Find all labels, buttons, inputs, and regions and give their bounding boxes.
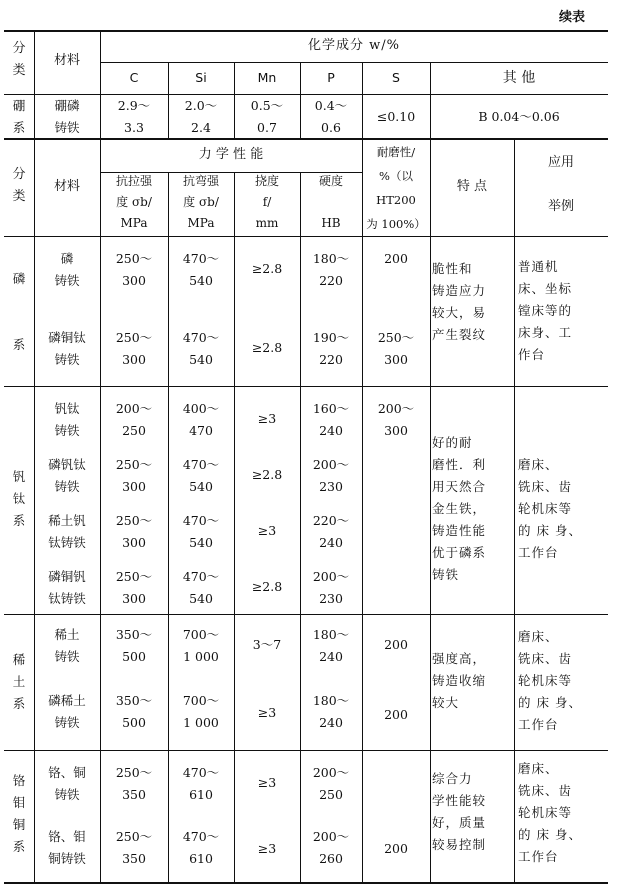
wear-header: 耐磨性/ %（以 HT200 为 100%） xyxy=(366,145,426,231)
chem-material-header: 材料 xyxy=(53,53,80,68)
chem-row-material: 硼磷 铸铁 xyxy=(54,98,80,135)
chem-row-category: 硼 系 xyxy=(12,98,26,135)
row-material: 铬、钼 铜铸铁 xyxy=(48,829,86,866)
element-other: 其 他 xyxy=(502,70,536,86)
rule-prop-header xyxy=(4,236,608,237)
row-deflection: ≥3 xyxy=(257,775,277,790)
row-deflection: ≥3 xyxy=(257,841,277,856)
row-bending: 470～ 540 xyxy=(182,513,220,550)
row-bending: 470～ 540 xyxy=(182,251,220,288)
row-hardness: 200～ 250 xyxy=(312,765,350,802)
row-hardness: 180～ 240 xyxy=(312,693,350,730)
group-features: 好的耐 磨性．利 用天然合 金生铁， 铸造性能 优于磷系 铸铁 xyxy=(432,435,487,582)
row-material: 铬、铜 铸铁 xyxy=(48,765,86,802)
cast-iron-table xyxy=(4,30,608,884)
application-header: 应用 举例 xyxy=(547,155,574,214)
group-application: 普通机 床、坐标 镗床等的 床身、工 作台 xyxy=(518,259,573,362)
row-deflection: ≥2.8 xyxy=(251,340,283,355)
row-tensile: 250～ 300 xyxy=(115,457,153,494)
chem-row-si: 2.0～ 2.4 xyxy=(184,98,218,135)
row-hardness: 190～ 220 xyxy=(312,330,350,367)
rule-v xyxy=(514,138,515,882)
group-category: 铬 钼 铜 系 xyxy=(12,773,26,854)
row-material: 磷稀土 铸铁 xyxy=(48,693,86,730)
row-hardness: 180～ 220 xyxy=(312,251,350,288)
chem-row-other: B 0.04～0.06 xyxy=(478,109,560,124)
chem-row-s: ≤0.10 xyxy=(376,109,416,124)
row-material: 磷 铸铁 xyxy=(54,251,80,288)
deflection-header: 挠度 f/ mm xyxy=(254,174,279,230)
row-material: 稀土 铸铁 xyxy=(54,627,80,664)
row-tensile: 350～ 500 xyxy=(115,627,153,664)
row-hardness: 220～ 240 xyxy=(312,513,350,550)
row-material: 磷铜钛 铸铁 xyxy=(48,330,86,367)
group-features: 强度高， 铸造收缩 较大 xyxy=(432,651,487,710)
element-s: S xyxy=(392,70,400,85)
row-deflection: ≥2.8 xyxy=(251,467,283,482)
row-deflection: ≥2.8 xyxy=(251,579,283,594)
row-tensile: 250～ 350 xyxy=(115,829,153,866)
row-deflection: ≥2.8 xyxy=(251,261,283,276)
group-category: 稀 土 系 xyxy=(12,652,26,711)
row-bending: 470～ 540 xyxy=(182,569,220,606)
rule-group-2 xyxy=(4,614,608,615)
row-tensile: 350～ 500 xyxy=(115,693,153,730)
group-application: 磨床、 铣床、齿 轮机床等 的 床 身、 工作台 xyxy=(518,761,582,864)
rule-v xyxy=(430,138,431,882)
element-si: Si xyxy=(195,70,207,85)
row-hardness: 180～ 240 xyxy=(312,627,350,664)
rule-top xyxy=(4,30,608,32)
row-bending: 700～ 1 000 xyxy=(182,627,220,664)
tensile-header: 抗拉强 度 σb/ MPa xyxy=(115,174,152,230)
row-deflection: ≥3 xyxy=(257,411,277,426)
row-bending: 470～ 610 xyxy=(182,765,220,802)
row-hardness: 200～ 230 xyxy=(312,457,350,494)
group-application: 磨床、 铣床、齿 轮机床等 的 床 身、 工作台 xyxy=(518,457,582,560)
chem-group-header: 化学成分 w/% xyxy=(308,38,400,53)
row-bending: 470～ 610 xyxy=(182,829,220,866)
group-category: 钒 钛 系 xyxy=(12,469,26,528)
row-deflection: ≥3 xyxy=(257,523,277,538)
continued-label: 续表 xyxy=(558,10,585,25)
bending-header: 抗弯强 度 σb/ MPa xyxy=(182,174,219,230)
row-wear: 200～ 300 xyxy=(377,401,415,438)
row-deflection: 3～7 xyxy=(252,637,282,652)
row-tensile: 250～ 350 xyxy=(115,765,153,802)
rule-group-1 xyxy=(4,386,608,387)
element-c: C xyxy=(129,70,139,85)
row-wear: 200 xyxy=(384,637,408,652)
row-tensile: 250～ 300 xyxy=(115,330,153,367)
row-wear: 200 xyxy=(384,251,408,266)
row-wear: 250～ 300 xyxy=(377,330,415,367)
row-tensile: 250～ 300 xyxy=(115,251,153,288)
chem-category-header: 分 类 xyxy=(12,41,26,78)
row-material: 磷铜钒 钛铸铁 xyxy=(48,569,86,606)
hardness-header: 硬度 HB xyxy=(318,174,343,230)
row-material: 钒钛 铸铁 xyxy=(54,401,80,438)
group-application: 磨床、 铣床、齿 轮机床等 的 床 身、 工作台 xyxy=(518,629,582,732)
row-bending: 470～ 540 xyxy=(182,330,220,367)
row-tensile: 200～ 250 xyxy=(115,401,153,438)
prop-group-header: 力 学 性 能 xyxy=(198,147,264,162)
row-hardness: 160～ 240 xyxy=(312,401,350,438)
rule-chem-sub xyxy=(100,62,608,63)
features-header: 特 点 xyxy=(456,179,488,194)
prop-category-header: 分 类 xyxy=(12,167,26,204)
row-wear: 200 xyxy=(384,841,408,856)
element-p: P xyxy=(327,70,335,85)
row-deflection: ≥3 xyxy=(257,705,277,720)
row-bending: 700～ 1 000 xyxy=(182,693,220,730)
row-bending: 470～ 540 xyxy=(182,457,220,494)
row-bending: 400～ 470 xyxy=(182,401,220,438)
row-tensile: 250～ 300 xyxy=(115,513,153,550)
chem-row-p: 0.4～ 0.6 xyxy=(314,98,348,135)
rule-bottom xyxy=(4,882,608,884)
row-material: 磷钒钛 铸铁 xyxy=(48,457,86,494)
row-hardness: 200～ 230 xyxy=(312,569,350,606)
rule-group-3 xyxy=(4,750,608,751)
row-hardness: 200～ 260 xyxy=(312,829,350,866)
row-material: 稀土钒 钛铸铁 xyxy=(48,513,86,550)
prop-material-header: 材料 xyxy=(53,179,80,194)
chem-row-c: 2.9～ 3.3 xyxy=(117,98,151,135)
group-features: 综合力 学性能较 好，质量 较易控制 xyxy=(432,771,487,852)
group-category: 磷 系 xyxy=(12,271,26,352)
row-tensile: 250～ 300 xyxy=(115,569,153,606)
element-mn: Mn xyxy=(257,70,277,85)
chem-row-mn: 0.5～ 0.7 xyxy=(250,98,284,135)
group-features: 脆性和 铸造应力 较大，易 产生裂纹 xyxy=(432,261,487,342)
row-wear: 200 xyxy=(384,707,408,722)
